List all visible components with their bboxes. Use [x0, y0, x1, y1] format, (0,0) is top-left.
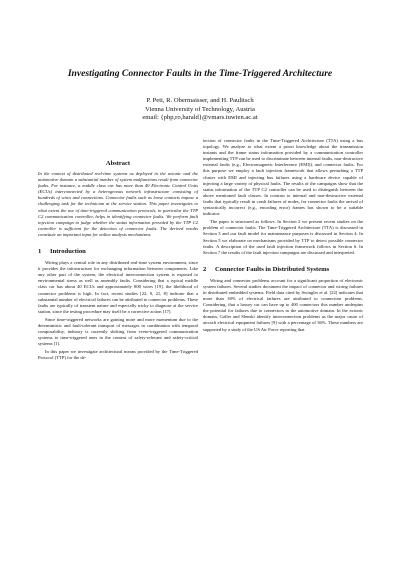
abstract-heading: Abstract [105, 160, 131, 167]
author-block [0, 97, 400, 123]
paper-title: Investigating Connector Faults in the Time-Triggered Architecture [67, 68, 333, 79]
section-title: Connector Faults in Distributed Systems [215, 265, 330, 273]
intro-paragraph-4: tection of connector faults in the Time-Triggered Architecture (TTA) using a bus topology. We analyze to what extent a priori knowledge about the transmission instants and the frame status information provided by a communication controller implementing TTP can be used to discriminate between internal faults, non-destructive external faults (e.g., Electromagnetic Interference (EMI)), and connector faults. For this purpose we employ a fault injection framework that allows perturbing a TTP cluster with EMI and injecting bus failures using a hardware device capable of injecting a large variety of physical faults. The results of the campaigns show that the status information of the TTP C2 controller can be used to distinguish between the above mentioned fault classes. In contrast to internal and non-destructive external faults that typically result in crash failures of nodes, for connector faults the arrival of syntactically incorrect (e.g., encoding error) frames has shown to be a suitable indicator. [203, 138, 363, 217]
section-number: 1 [38, 248, 42, 256]
intro-paragraph-3: In this paper we investigate architectural means provided by the Time-Triggered Protocol (TTP) for the de- [38, 349, 198, 361]
section-title: Introduction [50, 248, 86, 256]
intro-paragraph-1: Wiring plays a central role in any distributed real-time system environment, since it provides the infrastructure for exchanging information between components. Like any other part of the system, the electrical interconnection system is exposed to environmental stress as well as assembly faults. Considering that a typical middle class car has about 40 ECUs and approximately 800 wires [19], the likelihood of connector problems is high. In fact, recent studies [22, 9, 21, 8] indicate that a substantial number of electrical failures can be attributed to connector problems. These faults are typically of transient nature and especially tricky to diagnose at the service station, since the testing procedure may itself be a corrective action [17]. [38, 260, 198, 314]
intro-paragraph-2: Since time-triggered networks are gaining more and more momentum due to the deterministic and fault-tolerant transport of messages in combination with temporal composability, industry is currently shifting from event-triggered communication systems to time-triggered ones in the context of safety-relevant and safety-critical systems [1]. [38, 316, 198, 347]
email: email: {php,ro,harald}@vmars.tuwien.ac.at [142, 114, 258, 122]
abstract-text: In the context of distributed real-time systems as deployed in the avionic and the automotive domain a substantial number of system malfunctions result from connector faults. For instance, a middle class car has more than 40 Electronic Control Units (ECUs) interconnected by a heterogenous network infrastructure consisting of hundreds of wires and connections. Connector faults such as loose contacts impose a challenging task for the technician at the service station. This paper investigates to what extent the use of time-triggered communication protocols, in particular the TTP C2 communication controller, helps in identifying connector faults. We perform fault injection campaign to judge whether the status information provided by the TTP C2 controller is sufficient for the detection of connector faults. The derived results constitute an important input for online analysis mechanisms. [38, 171, 198, 237]
section2-paragraph-1: Wiring and connector problems account for a significant proportion of electronic system failures. Several studies document the impact of connector and wiring failures in distributed embedded systems. Field data cited by Swingler et al. [22] indicates that more than 30% of electrical failures are attributed to connection problems. Considering, that a luxury car can have up to 400 connectors this number underpins the potential for failures due to connectors in the automotive domain. In the avionic domain, Galler and Slenski identify interconnection problems as the major cause of aircraft electrical equipment failures [9] with a percentage of 36%. These numbers are supported by a study of the US Air Force reporting that [203, 277, 363, 332]
right-column [203, 138, 363, 335]
section-heading-introduction [38, 248, 198, 255]
affiliation: Vienna University of Technology, Austria [145, 105, 255, 113]
intro-paragraph-5: The paper is structured as follows. In Section 2 we present recent studies on the problem of connector faults. The Time-Triggered Architecture (TTA) is discussed in Section 3 and our fault model for maintenance purposes is discussed in Section 4. In Section 5 we elaborate on mechanisms provided by TTP to detect possible connector faults. A description of the used fault injection framework follows in Section 6. In Section 7 the results of the fault injection campaigns are discussed and interpreted. [203, 219, 363, 255]
section-number: 2 [203, 265, 207, 273]
section-heading-connector-faults [203, 266, 363, 273]
author-names: P. Peti, R. Obermaisser, and H. Paulitsch [146, 97, 254, 104]
left-column [38, 160, 198, 364]
